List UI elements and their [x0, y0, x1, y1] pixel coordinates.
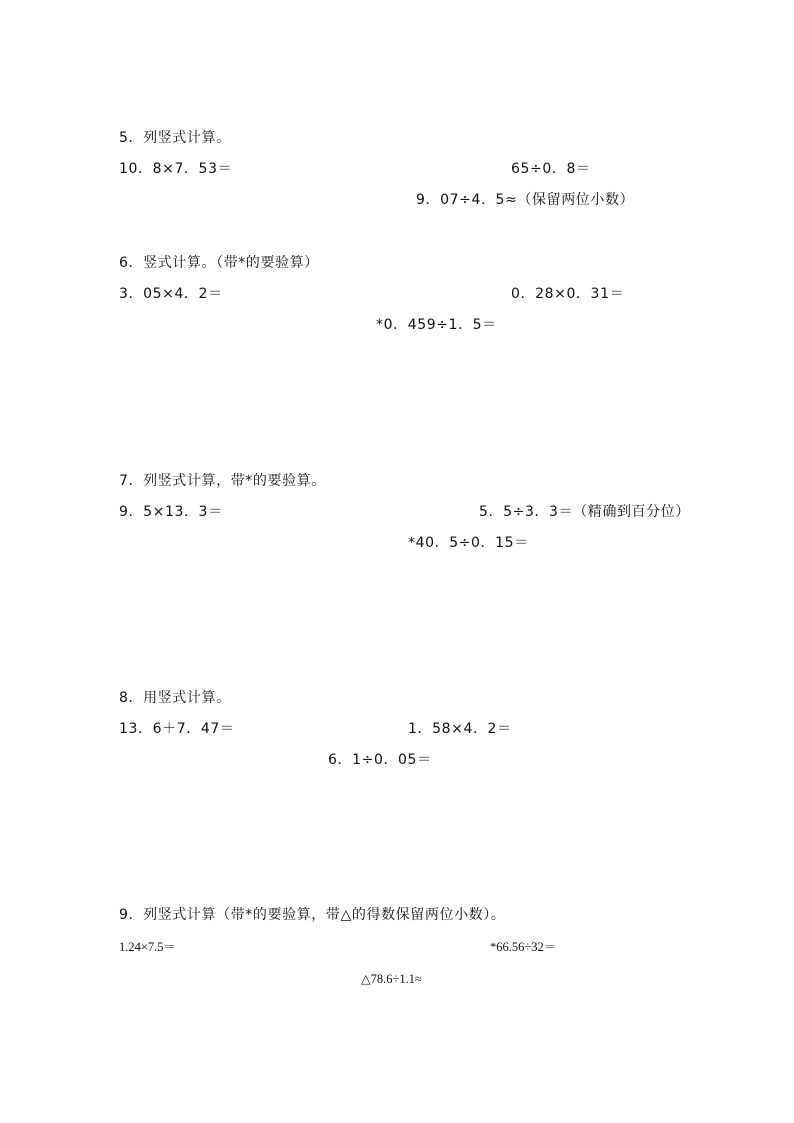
q6-expression-2: 0．28×0．31＝ — [511, 286, 625, 302]
q8-heading: 8．用竖式计算。 — [119, 690, 231, 706]
q6-expression-3: *0．459÷1．5＝ — [376, 317, 497, 333]
q9-expression-1: 1.24×7.5＝ — [119, 940, 177, 954]
q7-expression-2: 5．5÷3．3＝（精确到百分位） — [479, 504, 690, 520]
q7-expression-1: 9．5×13．3＝ — [119, 504, 223, 520]
q5-expression-2: 65÷0．8＝ — [511, 161, 591, 177]
q9-expression-2: *66.56÷32＝ — [490, 940, 557, 954]
q9-expression-3: △78.6÷1.1≈ — [361, 972, 422, 986]
q7-heading: 7．列竖式计算，带*的要验算。 — [119, 473, 326, 489]
q8-expression-1: 13．6＋7．47＝ — [119, 721, 235, 737]
q6-heading: 6．竖式计算。（带*的要验算） — [119, 255, 319, 271]
q5-expression-3: 9．07÷4．5≈（保留两位小数） — [416, 192, 635, 208]
q5-heading: 5．列竖式计算。 — [119, 130, 231, 146]
q5-expression-1: 10．8×7．53＝ — [119, 161, 233, 177]
q8-expression-2: 1．58×4．2＝ — [408, 721, 512, 737]
q7-expression-3: *40．5÷0．15＝ — [408, 535, 529, 551]
q6-expression-1: 3．05×4．2＝ — [119, 286, 223, 302]
q8-expression-3: 6．1÷0．05＝ — [328, 752, 432, 768]
q9-heading: 9．列竖式计算（带*的要验算，带△的得数保留两位小数）。 — [119, 907, 506, 923]
